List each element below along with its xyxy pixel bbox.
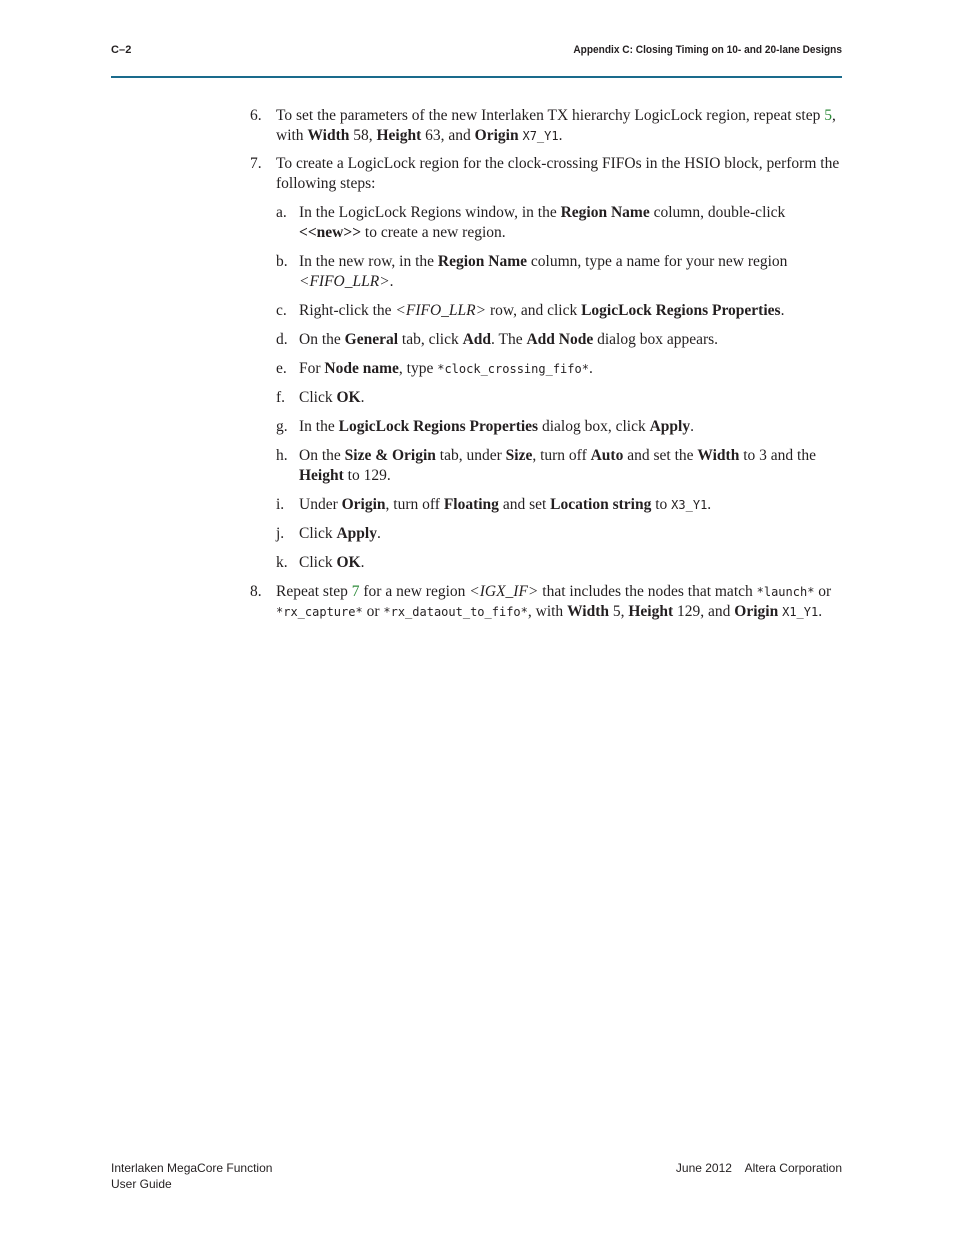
origin-code: X7_Y1 [522,129,559,143]
substep-letter: e. [276,360,287,377]
step-number: 8. [250,583,262,600]
substep-letter: c. [276,302,287,319]
ui-term: Add Node [526,331,594,348]
substep-text: On the [299,447,345,464]
footer-date-company: June 2012 Altera Corporation [675,1161,842,1175]
step-text: . [818,603,823,620]
substep-text: tab, under [435,447,506,464]
code-literal: X1_Y1 [782,605,819,619]
ui-term: Location string [550,496,652,513]
header-rule [111,76,842,78]
origin-label: Origin [474,127,519,144]
substep-text: . [376,525,381,542]
step-7 [250,154,842,573]
substep-text: Under [299,496,342,513]
footer-left [111,1160,272,1192]
substep-text: , turn off [532,447,591,464]
code-literal: *rx_dataout_to_fifo* [383,605,528,619]
substep-letter: k. [276,554,288,571]
substep-text: Click [299,525,337,542]
substep-text: For [299,360,325,377]
width-label: Width [307,127,350,144]
substep-c [276,301,842,321]
substep-j [276,524,842,544]
height-value: 63, and [421,127,475,144]
substep-text: . The [491,331,527,348]
substep-list [276,203,842,573]
ui-term: LogicLock Regions Properties [338,418,539,435]
substep-text: row, and click [486,302,582,319]
ui-term: Size [505,447,533,464]
substep-text: On the [299,331,345,348]
step-6 [250,106,842,146]
width-value: 58, [349,127,377,144]
variable-name: <IGX_IF> [469,583,539,600]
step-text: 129, and [673,603,735,620]
substep-text: . [360,389,365,406]
code-literal: *clock_crossing_fifo* [437,362,589,376]
step-text: 5, [609,603,629,620]
substep-text: In the new row, in the [299,253,438,270]
substep-text: column, double-click [649,204,786,221]
ui-term: Add [462,331,492,348]
step-text: To create a LogicLock region for the clock-crossing FIFOs in the HSIO block, perform the following steps: [276,155,840,192]
step-text: or [814,583,832,600]
main-content [250,106,842,630]
substep-d [276,330,842,350]
substep-text: to create a new region. [361,224,506,241]
code-literal: *launch* [756,585,815,599]
ui-term: LogicLock Regions Properties [581,302,781,319]
substep-letter: b. [276,253,288,270]
ui-term: OK [336,554,361,571]
substep-text: Click [299,554,337,571]
code-literal: X3_Y1 [671,498,708,512]
step-text: Repeat step [276,583,352,600]
code-literal: *rx_capture* [276,605,363,619]
substep-text: . [389,273,394,290]
substep-g [276,417,842,437]
step-7-link[interactable]: 7 [351,583,360,600]
substep-text: In the LogicLock Regions window, in the [299,204,561,221]
ui-term: Width [567,603,609,620]
ui-term: Apply [336,525,377,542]
substep-text: dialog box appears. [593,331,719,348]
step-text: or [362,603,384,620]
ui-term: Auto [590,447,624,464]
ui-term: Height [299,467,344,484]
ui-term: Floating [443,496,499,513]
substep-letter: g. [276,418,288,435]
substep-text: . [780,302,785,319]
substep-text: , turn off [385,496,444,513]
substep-text: column, type a name for your new region [527,253,788,270]
step-text: , with [276,107,836,144]
substep-text: , type [398,360,438,377]
substep-letter: a. [276,204,287,221]
substep-f [276,388,842,408]
substep-text: Right-click the [299,302,396,319]
height-label: Height [376,127,422,144]
step-text: . [558,127,563,144]
ui-term: Size & Origin [344,447,436,464]
step-8 [250,582,842,622]
substep-text: Click [299,389,337,406]
substep-k [276,553,842,573]
substep-text: . [707,496,712,513]
substep-text: . [360,554,365,571]
step-number: 7. [250,155,262,172]
step-5-link[interactable]: 5 [824,107,832,124]
substep-i [276,495,842,515]
substep-text: and set the [623,447,698,464]
footer-doc-title: Interlaken MegaCore Function [111,1161,273,1175]
substep-h [276,446,842,486]
variable-name: <FIFO_LLR> [299,273,390,290]
step-text: To set the parameters of the new Interlaken TX hierarchy LogicLock region, repeat step [276,107,825,124]
substep-text: to 3 and the [739,447,816,464]
substep-text: In the [299,418,339,435]
substep-text: and set [498,496,551,513]
footer-doc-subtitle: User Guide [111,1177,172,1191]
running-header-title: Appendix C: Closing Timing on 10- and 20-lane Designs [573,44,842,56]
substep-letter: i. [276,496,285,513]
substep-text: . [690,418,694,435]
page-number: C–2 [111,44,132,56]
substep-letter: d. [276,331,288,348]
substep-letter: j. [276,525,285,542]
substep-b [276,252,842,292]
ui-term: Origin [734,603,779,620]
substep-e [276,359,842,379]
substep-text: to [651,496,672,513]
substep-text: to 129. [343,467,391,484]
step-text: , with [527,603,568,620]
substep-text: tab, click [398,331,463,348]
ui-term: Node name [324,360,399,377]
variable-name: <FIFO_LLR> [395,302,487,319]
step-number: 6. [250,107,262,124]
substep-letter: h. [276,447,288,464]
ui-term: Region Name [437,253,528,270]
ui-term: Region Name [560,204,650,221]
ui-term: Height [628,603,674,620]
substep-letter: f. [276,389,286,406]
ui-term: General [344,331,399,348]
ui-term: Origin [341,496,386,513]
ui-term: OK [336,389,361,406]
step-text: that includes the nodes that match [538,583,757,600]
substep-a [276,203,842,243]
substep-text: dialog box, click [538,418,650,435]
ui-term: <<new>> [299,224,362,241]
step-text: for a new region [359,583,470,600]
ui-term: Apply [649,418,691,435]
ui-term: Width [697,447,740,464]
substep-text: . [588,360,593,377]
